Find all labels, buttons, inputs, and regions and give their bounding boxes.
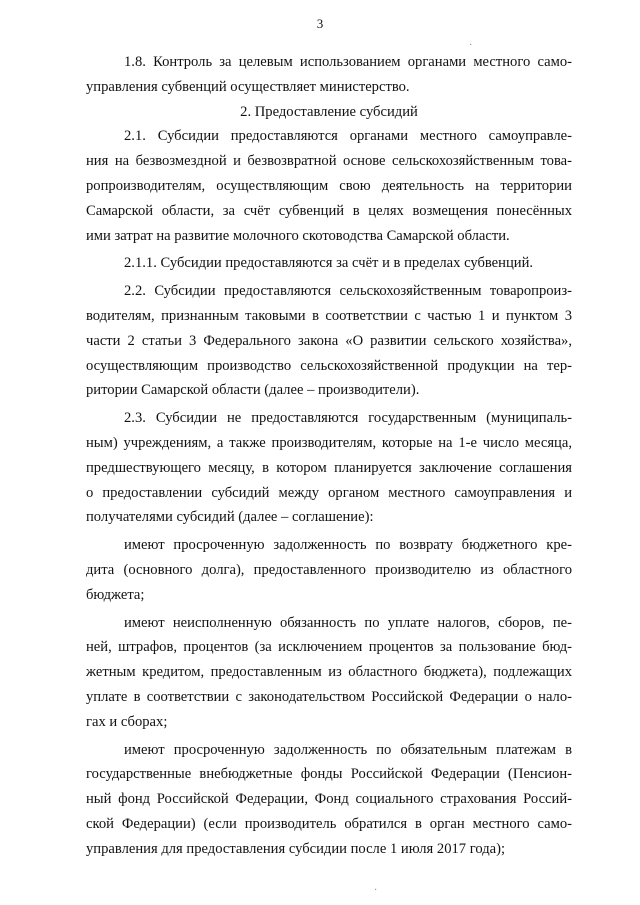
paragraph-1-8 (86, 50, 572, 100)
text-line: 2.1.1. Субсидии предоставляются за счёт и в пределах субвенций. (124, 255, 534, 272)
text-line: имеют неисполненную обязанность по уплате налогов, сборов, пе- (124, 614, 572, 631)
text-line: 2.2. Субсидии предоставляются сельскохозяйственным товаропроиз- (124, 283, 572, 300)
text-line: водителям, признанным таковыми в соответствии с частью 1 и пунктом 3 (86, 307, 572, 324)
list-item-extrabudgetary-funds (86, 738, 572, 862)
text-line: ской Федерации) (если производитель обратился в орган местного само- (86, 815, 572, 832)
text-line: ней, штрафов, процентов (за исключением процентов за пользование бюд- (86, 639, 572, 656)
paragraph-2-2 (86, 279, 572, 403)
paragraph-2-1 (86, 124, 572, 248)
list-item-taxes (86, 611, 572, 735)
text-line: 2.3. Субсидии не предоставляются государственным (муниципаль- (124, 410, 572, 427)
text-line: ритории Самарской области (далее – производители). (86, 382, 420, 399)
text-line: ропроизводителям, осуществляющим свою деятельность на территории (86, 177, 572, 194)
text-line: 2.1. Субсидии предоставляются органами местного самоуправле- (124, 128, 572, 145)
text-line: предшествующего месяцу, в котором планируется заключение соглашения (86, 459, 572, 476)
text-line: дита (основного долга), предоставленного производителю из областного (86, 561, 572, 578)
text-line: имеют просроченную задолженность по возврату бюджетного кре- (124, 537, 572, 554)
text-line: ния на безвозмездной и безвозвратной основе сельскохозяйственным това- (86, 153, 572, 170)
text-line: осуществляющим производство сельскохозяйственной продукции на тер- (86, 357, 572, 374)
text-line: управления субвенций осуществляет министерство. (86, 78, 410, 95)
text-line: уплате в соответствии с законодательством Российской Федерации о нало- (86, 688, 572, 705)
section-heading: 2. Предоставление субсидий (240, 103, 418, 120)
text-line: бюджета; (86, 586, 145, 603)
text-line: ным) учреждениям, а также производителям, которые на 1-е число месяца, (86, 434, 572, 451)
text-line: имеют просроченную задолженность по обязательным платежам в (124, 741, 572, 758)
text-line: управления для предоставления субсидии после 1 июля 2017 года); (86, 840, 506, 857)
paragraph-2-1-1 (86, 251, 572, 276)
document-body (86, 50, 572, 862)
text-line: гах и сборах; (86, 713, 168, 730)
text-line: государственные внебюджетные фонды Российской Федерации (Пенсион- (86, 766, 572, 783)
list-item-budget-credit (86, 533, 572, 607)
paragraph-2-3 (86, 406, 572, 530)
text-line: получателями субсидий (далее – соглашение): (86, 509, 374, 526)
text-line: ный фонд Российской Федерации, Фонд социального страхования Россий- (86, 791, 572, 808)
scan-speck: · (469, 40, 473, 51)
page-number: 3 (316, 16, 324, 31)
text-line: ими затрат на развитие молочного скотоводства Самарской области. (86, 227, 510, 244)
text-line: о предоставлении субсидий между органом местного самоуправления и (86, 484, 572, 501)
text-line: жетным кредитом, предоставленным из областного бюджета), подлежащих (86, 664, 572, 681)
text-line: части 2 статьи 3 Федерального закона «О развитии сельского хозяйства», (86, 332, 572, 349)
text-line: 1.8. Контроль за целевым использованием органами местного само- (124, 54, 572, 70)
scan-speck: · (374, 885, 378, 896)
text-line: Самарской области, за счёт субвенций в целях возмещения понесённых (86, 202, 572, 219)
